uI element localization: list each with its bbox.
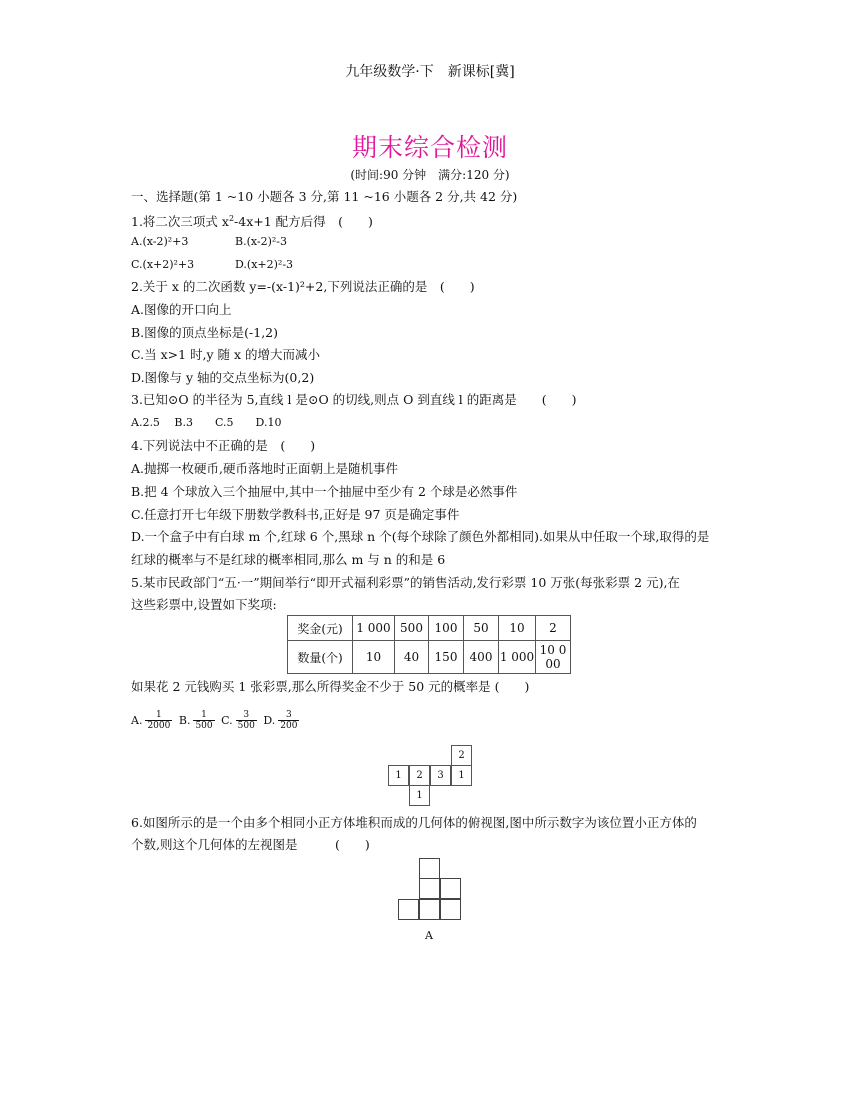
figure-square [419, 878, 440, 899]
q5-option-c: C. $\frac{3}{500}$ [221, 710, 255, 731]
top-view-cell: 1 [451, 765, 472, 786]
table-cell: 50 [464, 616, 499, 641]
table-cell: 150 [429, 641, 464, 674]
figure-square [440, 878, 461, 899]
table-cell: 500 [395, 616, 429, 641]
table-cell: 40 [395, 641, 429, 674]
table-cell: 2 [536, 616, 571, 641]
q2-option-a: A.图像的开口向上 [131, 302, 232, 317]
q1-option-b: B.(x-2)²-3 [235, 235, 288, 248]
top-view-cell: 1 [388, 765, 409, 786]
q4-option-c: C.任意打开七年级下册数学教科书,正好是 97 页是确定事件 [131, 507, 460, 522]
q2-option-c: C.当 x>1 时,y 随 x 的增大而减小 [131, 347, 321, 362]
q4-option-a: A.抛掷一枚硬币,硬币落地时正面朝上是随机事件 [131, 461, 398, 476]
figure-square [419, 858, 440, 879]
table-cell: 1 000 [499, 641, 536, 674]
section-heading: 一、选择题(第 1 ~10 小题各 3 分,第 11 ~16 小题各 2 分,共 42 分) [131, 189, 518, 204]
figure-square [440, 899, 461, 920]
table-cell: 10 [499, 616, 536, 641]
q5-option-b: B. $\frac{1}{500}$ [178, 710, 213, 731]
q2-stem: 2.关于 x 的二次函数 y=-(x-1)²+2,下列说法正确的是 ( ) [131, 279, 475, 294]
table-cell: 10 [353, 641, 395, 674]
exam-subtitle: (时间:90 分钟 满分:120 分) [350, 168, 510, 182]
q5-option-d: D. $\frac{3}{200}$ [263, 710, 298, 731]
exam-title: 期末综合检测 [351, 133, 508, 162]
table-header: 数量(个) [288, 641, 353, 674]
q6-stem-cont: 个数,则这个几何体的左视图是 ( ) [131, 837, 370, 852]
q3-stem: 3.已知⊙O 的半径为 5,直线 l 是⊙O 的切线,则点 O 到直线 l 的距离是 ( ) [131, 392, 577, 407]
table-cell: 400 [464, 641, 499, 674]
q4-stem: 4.下列说法中不正确的是 ( ) [131, 438, 316, 453]
q2-option-b: B.图像的顶点坐标是(-1,2) [131, 325, 279, 340]
q4-option-b: B.把 4 个球放入三个抽屉中,其中一个抽屉中至少有 2 个球是必然事件 [131, 484, 518, 499]
table-cell: 1 000 [353, 616, 395, 641]
top-view-cell: 1 [409, 785, 430, 806]
q6-stem: 6.如图所示的是一个由多个相同小正方体堆积而成的几何体的俯视图,图中所示数字为该位置小正方体的 [131, 815, 697, 830]
q1-option-d: D.(x+2)²-3 [235, 258, 294, 271]
figure-square [419, 899, 440, 920]
q1-option-c: C.(x+2)²+3 [131, 258, 195, 271]
q5-option-a: A. $\frac{1}{2000}$ [131, 710, 171, 731]
top-view-cell: 2 [409, 765, 430, 786]
table-header: 奖金(元) [288, 616, 353, 641]
top-view-cell: 3 [430, 765, 451, 786]
figure-square [398, 899, 419, 920]
q1-option-a: A.(x-2)²+3 [131, 235, 189, 248]
q4-option-d: D.一个盒子中有白球 m 个,红球 6 个,黑球 n 个(每个球除了颜色外都相同).如果从中任取一个球,取得的是 [131, 529, 710, 544]
q5-options [131, 710, 302, 731]
q5-stem: 5.某市民政部门“五·一”期间举行“即开式福利彩票”的销售活动,发行彩票 10 万张(每张彩票 2 元),在 [131, 575, 680, 590]
page-header: 九年级数学·下 新课标[冀] [345, 64, 515, 80]
q2-option-d: D.图像与 y 轴的交点坐标为(0,2) [131, 370, 315, 385]
table-cell: 10 000 [536, 641, 571, 674]
q5-question: 如果花 2 元钱购买 1 张彩票,那么所得奖金不少于 50 元的概率是 ( ) [131, 679, 530, 694]
q1-stem: 1.将二次三项式 $x^2-4x+1$ 配方后得 ( ) [131, 214, 373, 230]
prize-table [287, 615, 571, 674]
figure-label-a: A [425, 929, 433, 942]
table-cell: 100 [429, 616, 464, 641]
q3-options: A.2.5 B.3 C.5 D.10 [131, 416, 282, 429]
q5-stem-cont: 这些彩票中,设置如下奖项: [131, 597, 277, 612]
top-view-cell: 2 [451, 745, 472, 766]
q4-option-d-cont: 红球的概率与不是红球的概率相同,那么 m 与 n 的和是 6 [131, 552, 446, 567]
